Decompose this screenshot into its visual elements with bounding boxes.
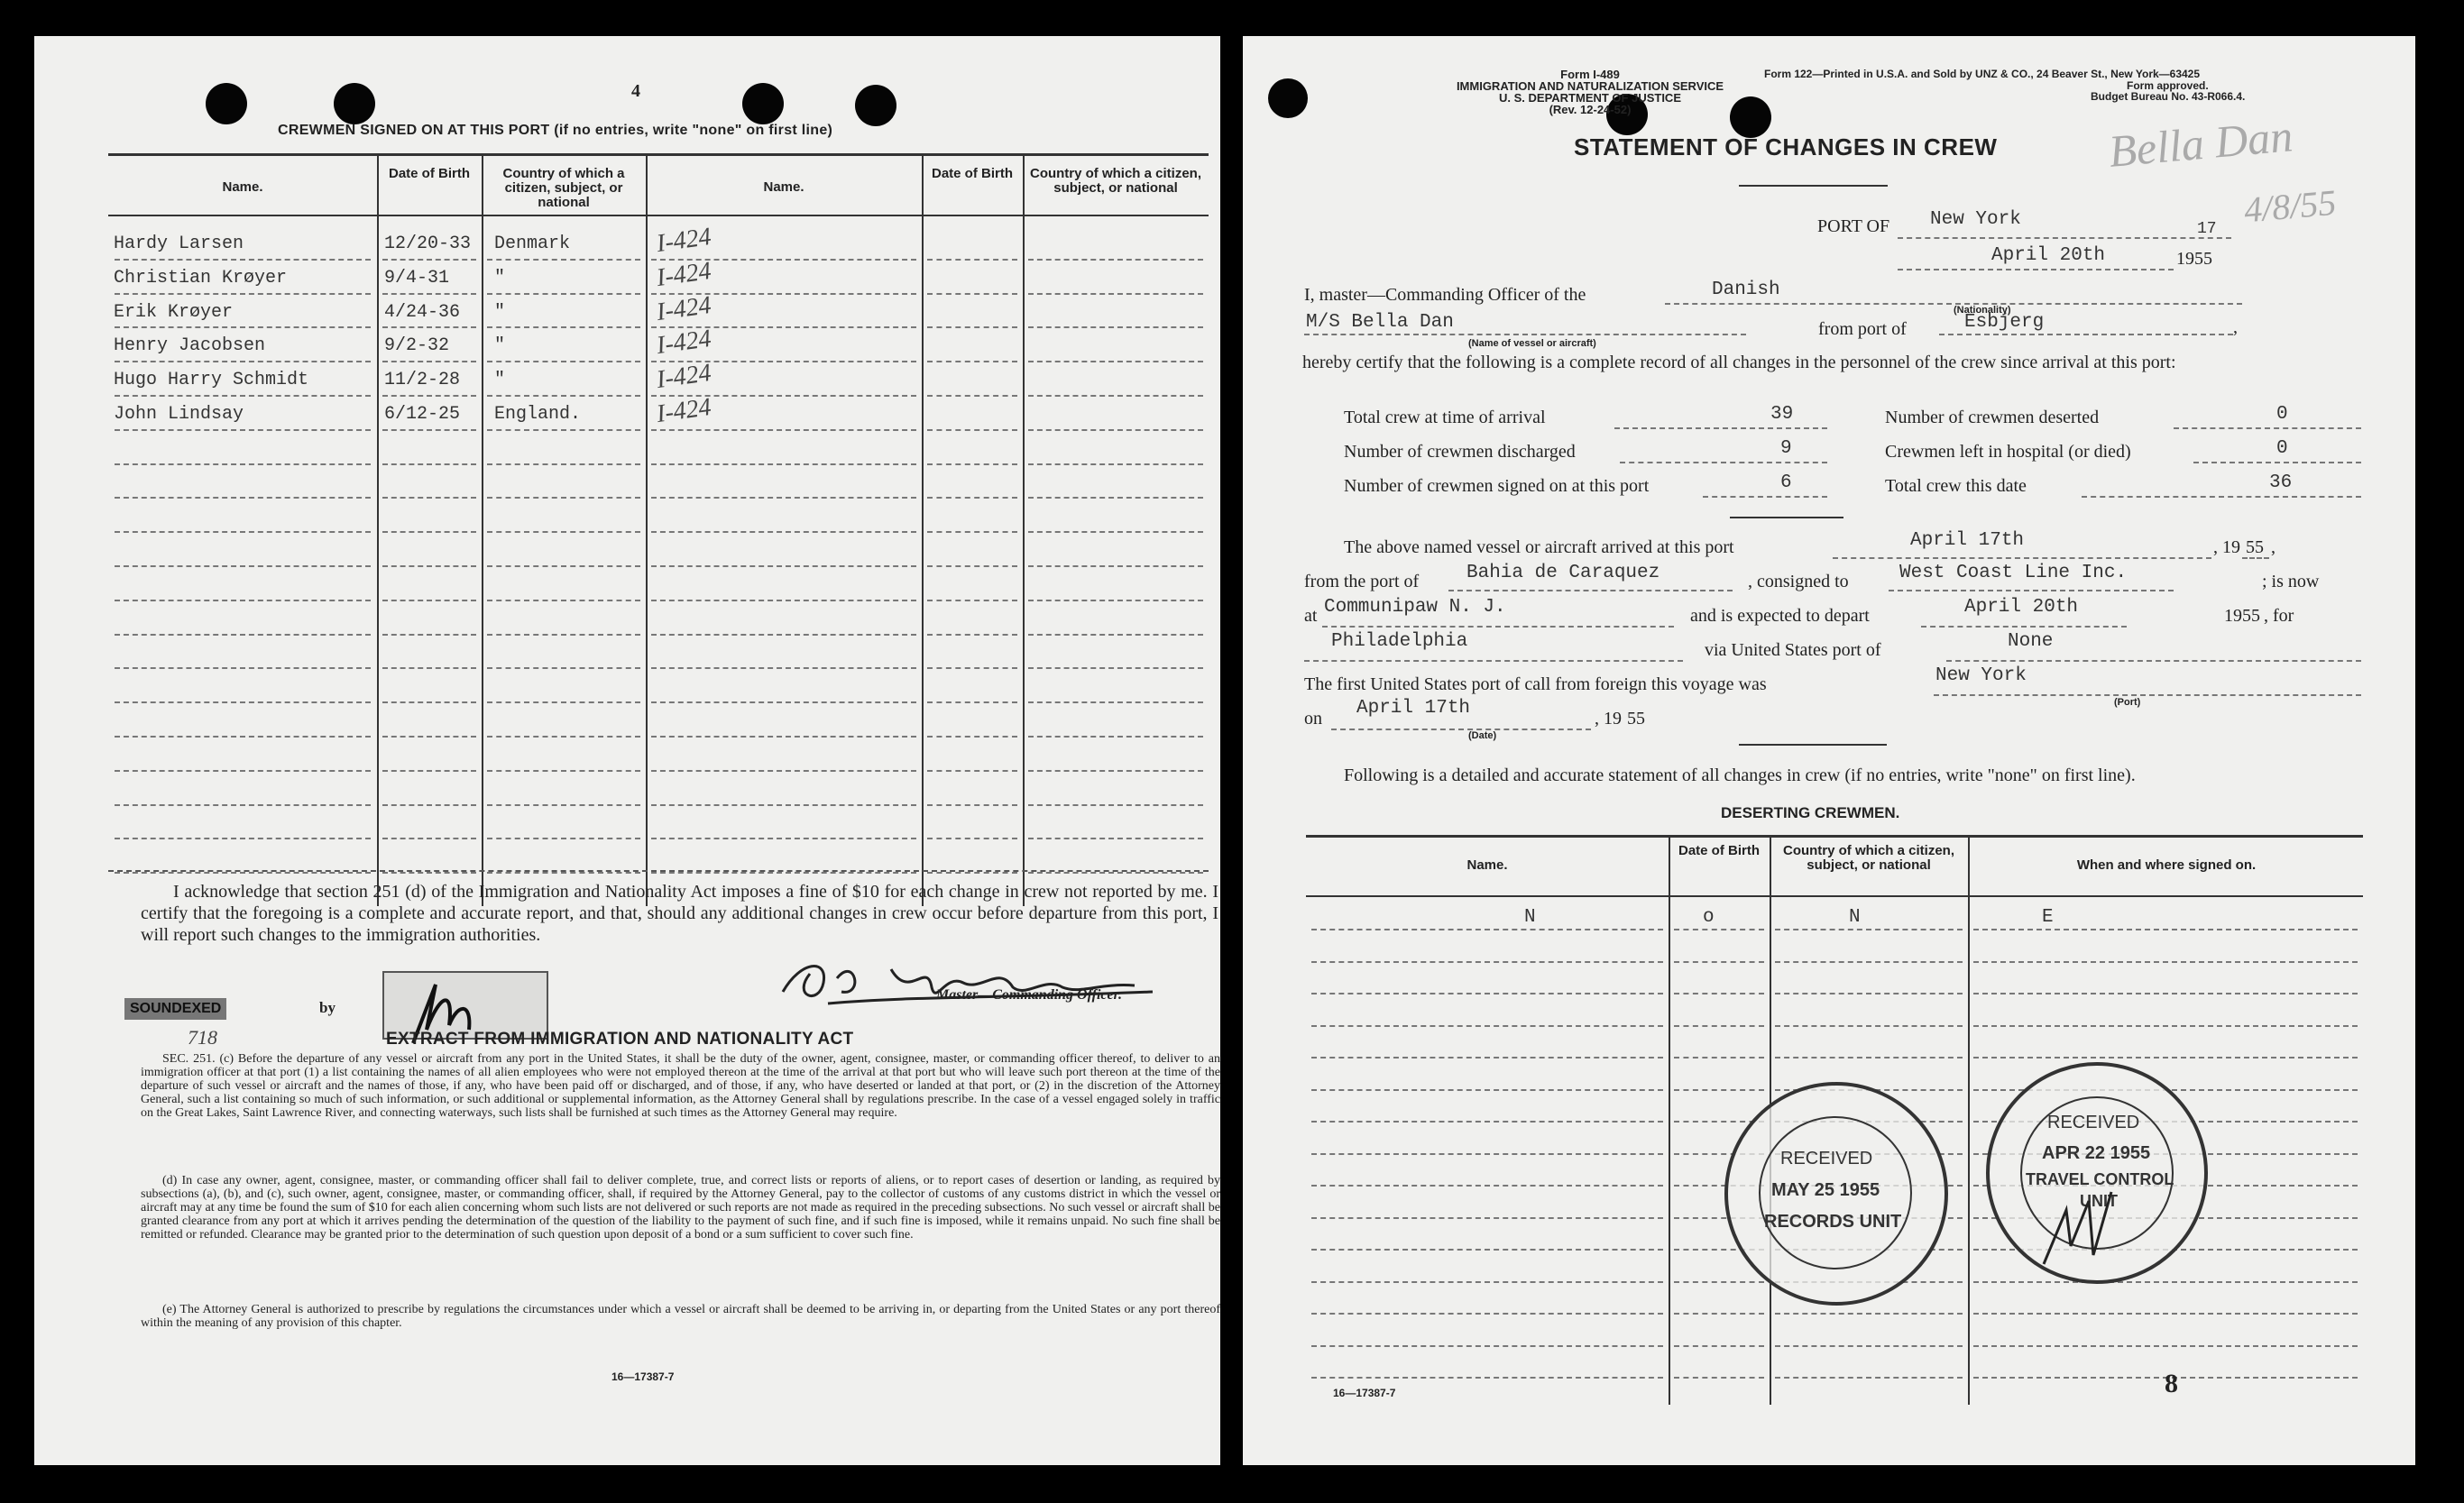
row-rule	[487, 667, 640, 669]
crew-country: "	[494, 302, 506, 323]
row-rule	[1674, 1377, 1764, 1379]
row-rule	[1311, 961, 1663, 963]
crew-dob: 12/20-33	[384, 234, 472, 254]
row-rule	[1775, 1057, 1963, 1059]
row-rule	[927, 361, 1017, 362]
nationality-value: Danish	[1712, 280, 1780, 300]
row-rule	[115, 361, 371, 362]
on-year: 55	[1627, 709, 1645, 729]
row-rule	[1028, 600, 1203, 601]
row-rule	[927, 838, 1017, 839]
records-unit-stamp	[1724, 1082, 1948, 1306]
row-rule	[1311, 1153, 1663, 1155]
row-rule	[1311, 1025, 1663, 1027]
on-date: April 17th	[1356, 698, 1471, 719]
row-rule	[927, 565, 1017, 567]
row-rule	[1028, 701, 1203, 703]
row-rule	[1311, 1185, 1663, 1187]
row-rule	[1674, 1025, 1764, 1027]
deserting-column-dob: Date of Birth	[1678, 843, 1760, 858]
stamp2-date: APR 22 1955	[2042, 1143, 2151, 1163]
row-rule	[1028, 634, 1203, 636]
stamp-by-label: by	[319, 999, 336, 1016]
row-rule	[382, 667, 476, 669]
row-rule	[1973, 961, 2358, 963]
row-rule	[487, 634, 640, 636]
from-port-value: Esbjerg	[1964, 312, 2045, 333]
row-rule	[382, 701, 476, 703]
row-rule	[927, 429, 1017, 431]
row-rule	[487, 838, 640, 839]
handwritten-form-mark: I-424	[655, 324, 713, 361]
stamp1-unit: RECORDS UNIT	[1764, 1212, 1902, 1232]
row-rule	[382, 497, 476, 499]
row-rule	[1028, 293, 1203, 295]
first-port-label: The first United States port of call from foreign this voyage was	[1304, 674, 1767, 694]
from-port-label: from port of	[1818, 319, 1907, 339]
port-mark: 17	[2197, 220, 2217, 238]
row-rule	[1028, 463, 1203, 465]
row-rule	[927, 259, 1017, 261]
signer-label: Master—Commanding Officer.	[936, 987, 1122, 1003]
row-rule	[927, 770, 1017, 772]
row-rule	[382, 429, 476, 431]
deserting-column-country: Country of which a citizen, subject, or national	[1782, 843, 1954, 873]
footer-code: 16—17387-7	[611, 1370, 675, 1383]
stamp2-travel-control: TRAVEL CONTROL	[2026, 1170, 2174, 1188]
row-rule	[115, 770, 371, 772]
row-rule	[115, 497, 371, 499]
handwritten-form-mark: I-424	[655, 290, 713, 327]
row-rule	[487, 361, 640, 362]
acknowledgement-text: I acknowledge that section 251 (d) of the Immigration and Nationality Act imposes a fine of $10 for each change in crew not reported by me. I certify that the foregoing is a complete and accurate report, and that, should any additional changes in crew occur before departure from this port, I will report such changes to the immigration authorities.	[141, 882, 1218, 945]
row-rule	[382, 463, 476, 465]
row-rule	[115, 326, 371, 328]
row-rule	[382, 872, 476, 874]
none-letter-o: o	[1703, 907, 1715, 928]
row-rule	[1674, 993, 1764, 994]
row-rule	[382, 259, 476, 261]
column-header-dob: Date of Birth	[389, 166, 470, 181]
row-rule	[382, 770, 476, 772]
row-rule	[115, 667, 371, 669]
row-rule	[651, 770, 916, 772]
master-signature	[774, 942, 1171, 1014]
stat-discharged-value: 9	[1780, 438, 1792, 459]
printer-line: Form 122—Printed in U.S.A. and Sold by UNZ & CO., 24 Beaver St., New York—63425	[1764, 68, 2201, 80]
row-rule	[651, 531, 916, 533]
row-rule	[382, 838, 476, 839]
stamp1-date: MAY 25 1955	[1771, 1180, 1880, 1200]
handwritten-number: 718	[188, 1026, 217, 1049]
depart-label: and is expected to depart	[1690, 606, 1870, 626]
row-rule	[651, 701, 916, 703]
punch-hole	[855, 85, 896, 126]
row-rule	[1311, 993, 1663, 994]
deserting-column-name: Name.	[1466, 857, 1508, 873]
handwritten-note: Bella Dan	[2106, 110, 2295, 177]
row-rule	[115, 872, 371, 874]
row-rule	[1311, 1377, 1663, 1379]
row-rule	[927, 701, 1017, 703]
row-rule	[1674, 1313, 1764, 1315]
row-rule	[1028, 667, 1203, 669]
row-rule	[1674, 1345, 1764, 1347]
row-rule	[1028, 565, 1203, 567]
row-rule	[927, 804, 1017, 806]
stat-total-arrival-label: Total crew at time of arrival	[1344, 408, 1546, 427]
form-number: Form I-489	[1560, 68, 1620, 81]
row-rule	[1674, 961, 1764, 963]
arrived-year: 55	[2246, 537, 2264, 557]
crew-country: "	[494, 335, 506, 356]
crew-name: Hugo Harry Schmidt	[114, 370, 309, 390]
row-rule	[1674, 1057, 1764, 1059]
punch-hole	[206, 83, 247, 124]
row-rule	[1775, 993, 1963, 994]
port-sub-label: (Port)	[2114, 697, 2141, 708]
consigned-label: consigned to	[1757, 572, 1849, 591]
right-page: Form I-489 IMMIGRATION AND NATURALIZATION SERVICE U. S. DEPARTMENT OF JUSTICE (Rev. 12-24-52) Form 122—Printed in U.S.A. and Sold by UNZ & CO., 24 Beaver St., New York—63425 Form approved. Budget Bureau No. 43-R066.4. STATEMENT OF CHANGES IN CREW Bella Dan 4/8/55 PORT OF New York 17 April 20th 1955 I, master—Commanding Officer of the Danish (Nationality) M/S Bella Dan (Name of vessel or aircraft) from port of Esbjerg , hereby certify that the following is a complete record of all changes in the personnel of the crew since arrival at this port: Total crew at time of arrival 39 Number of crewmen discharged 9 Number of crewmen signed on at this port 6 Number of crewmen deserted 0 Crewmen left in hospital (or died) 0 Total crew this date 36 The above named vessel or aircraft arrived at this port April 17th , 19 55 , from the port of Bahia de Caraquez , consigned to West Coast Line Inc. ; is now at Communipaw N. J. and is expected to depart April 20th 1955 , for Philadelphia via United States port of None The first United States port of call from foreign this voyage was New York (Port) on April 17th (Date) , 19 55 Following is a detailed and accurate statement of all changes in crew (if no entries, write "none" on first line). DESERTING CREWMEN. Name. Date of Birth Country of which a citizen, subject, or national When and where signed on. N o N E RECEIVED MAY 25 1955 RECORDS UNIT RECEIVED APR 22 1955 TRAVEL CONTROL UNIT 16—17387-7 8	[1243, 36, 2415, 1465]
row-rule	[487, 463, 640, 465]
for-label: , for	[2264, 606, 2294, 626]
row-rule	[1973, 1281, 2358, 1283]
row-rule	[651, 872, 916, 874]
row-rule	[927, 326, 1017, 328]
budget-bureau: Budget Bureau No. 43-R066.4.	[2091, 90, 2246, 103]
stat-total-today-value: 36	[2269, 472, 2293, 493]
from-the-port-label: from the port of	[1304, 572, 1420, 591]
stat-signed-on-label: Number of crewmen signed on at this port	[1344, 476, 1650, 496]
row-rule	[382, 736, 476, 738]
row-rule	[115, 259, 371, 261]
first-port-value: New York	[1935, 665, 2027, 686]
section-251-c: SEC. 251. (c) Before the departure of any vessel or aircraft from any port in the United States, it shall be the duty of the owner, agent, consignee, master, or commanding officer thereof, to deliver to an immigration officer at that port (1) a list containing the names of all alien employees who were not employed thereon at the time of the arrival at that port but who will leave such port thereon at the time of the departure of such vessel or aircraft and the names of those, if any, who have been paid off or discharged, and of those, if any, who have deserted or landed at that port, or (2) in the discretion of the Attorney General, such a list containing so much of such information, or such additional or supplemental information, as the Attorney General shall by regulations prescribe. In the case of a vessel engaged solely in traffic on the Great Lakes, Saint Lawrence River, and connecting waterways, such lists shall be furnished at such times as the Attorney General may require.	[141, 1052, 1220, 1120]
department-name: U. S. DEPARTMENT OF JUSTICE	[1499, 91, 1681, 105]
form-header	[1441, 69, 1739, 115]
row-rule	[115, 429, 371, 431]
row-rule	[382, 804, 476, 806]
table-top-rule	[108, 153, 1209, 156]
row-rule	[115, 565, 371, 567]
crew-country: "	[494, 370, 506, 390]
date-sub-label: (Date)	[1468, 730, 1497, 741]
handwritten-form-mark: I-424	[655, 358, 713, 395]
row-rule	[115, 804, 371, 806]
row-rule	[1311, 1313, 1663, 1315]
table-header-rule	[108, 215, 1209, 216]
on-label: on	[1304, 709, 1322, 729]
punch-hole	[334, 83, 375, 124]
row-rule	[382, 565, 476, 567]
row-rule	[1775, 1377, 1963, 1379]
stat-signed-on-value: 6	[1780, 472, 1792, 493]
row-rule	[487, 497, 640, 499]
row-rule	[1028, 804, 1203, 806]
crew-signed-on-heading: CREWMEN SIGNED ON AT THIS PORT (if no entries, write "none" on first line)	[278, 123, 833, 138]
row-rule	[1973, 929, 2358, 930]
consigned-value: West Coast Line Inc.	[1899, 563, 2128, 583]
section-251-d: (d) In case any owner, agent, consignee, master, or commanding officer shall fail to deliver complete, true, and correct lists or reports of aliens, or to report cases of desertion or landing, as required by subsections (a), (b), and (c), such owner, agent, consignee, master, or commanding officer, shall, if required by the Attorney General, pay to the collector of customs of any customs district in which the vessel or aircraft may at any time be found the sum of $10 for each alien concerning whom such lists are not delivered or such reports are not made as required in the preceding subsections. No such vessel or aircraft shall be granted clearance from any port at which it arrives pending the determination of the question of the liability to the payment of such fine, and if such fine is imposed, while it remains unpaid. No such fine shall be remitted or refunded. Clearance may be granted prior to the determination of such question upon deposit of a bond or a sum sufficient to cover such fine.	[141, 1174, 1220, 1242]
row-rule	[1311, 929, 1663, 930]
stamp1-received: RECEIVED	[1780, 1149, 1873, 1168]
depart-date: April 20th	[1964, 597, 2079, 618]
stat-hospital-label: Crewmen left in hospital (or died)	[1885, 442, 2131, 462]
row-rule	[1973, 1345, 2358, 1347]
row-rule	[927, 600, 1017, 601]
via-value: None	[2008, 631, 2054, 652]
at-value: Communipaw N. J.	[1324, 597, 1506, 618]
row-rule	[487, 293, 640, 295]
handwritten-form-mark: I-424	[655, 392, 713, 429]
row-rule	[115, 531, 371, 533]
crew-country: England.	[494, 404, 582, 425]
row-rule	[927, 667, 1017, 669]
row-rule	[1973, 1057, 2358, 1059]
form-revision: (Rev. 12-24-52)	[1549, 103, 1632, 116]
row-rule	[1028, 497, 1203, 499]
row-rule	[1311, 1345, 1663, 1347]
row-rule	[1775, 929, 1963, 930]
row-rule	[1028, 395, 1203, 397]
row-rule	[1311, 1281, 1663, 1283]
stamp2-unit: UNIT	[2080, 1192, 2118, 1210]
crew-dob: 4/24-36	[384, 302, 461, 323]
row-rule	[1973, 993, 2358, 994]
page-number: 4	[631, 81, 640, 101]
row-rule	[927, 736, 1017, 738]
row-rule	[487, 804, 640, 806]
row-rule	[487, 565, 640, 567]
punch-hole	[1268, 78, 1308, 118]
row-rule	[1028, 429, 1203, 431]
soundexed-stamp: SOUNDEXED	[124, 998, 226, 1020]
left-page	[34, 36, 1220, 1465]
crew-country: "	[494, 268, 506, 289]
crew-name: John Lindsay	[114, 404, 244, 425]
row-rule	[487, 259, 640, 261]
column-header-name: Name.	[222, 179, 263, 195]
row-rule	[1973, 1025, 2358, 1027]
row-rule	[487, 872, 640, 874]
row-rule	[1311, 1089, 1663, 1091]
column-header-dob-2: Date of Birth	[932, 166, 1013, 181]
section-251-e: (e) The Attorney General is authorized to prescribe by regulations the circumstances under which a vessel or aircraft shall be deemed to be arriving in, or departing from the United States or any port thereof within the meaning of any provision of this chapter.	[141, 1303, 1220, 1330]
row-rule	[1028, 531, 1203, 533]
certify-text: hereby certify that the following is a complete record of all changes in the personnel of the crew since arrival at this port:	[1302, 353, 2176, 372]
following-text: Following is a detailed and accurate statement of all changes in crew (if no entries, write "none" on first line).	[1344, 765, 2136, 785]
row-rule	[487, 736, 640, 738]
row-rule	[115, 395, 371, 397]
row-rule	[1775, 1345, 1963, 1347]
row-rule	[1028, 770, 1203, 772]
depart-year: 1955	[2224, 606, 2260, 626]
row-rule	[1311, 1217, 1663, 1219]
travel-control-stamp	[1986, 1062, 2208, 1284]
row-rule	[115, 634, 371, 636]
row-rule	[651, 736, 916, 738]
row-rule	[927, 463, 1017, 465]
row-rule	[1775, 961, 1963, 963]
stat-total-arrival-value: 39	[1770, 404, 1794, 425]
row-rule	[115, 736, 371, 738]
stat-deserted-label: Number of crewmen deserted	[1885, 408, 2100, 427]
port-value: New York	[1930, 209, 2021, 230]
port-label: PORT OF	[1817, 216, 1890, 236]
row-rule	[651, 838, 916, 839]
row-rule	[927, 497, 1017, 499]
row-rule	[487, 326, 640, 328]
row-rule	[651, 804, 916, 806]
arrived-year-prefix: 19	[2222, 537, 2240, 557]
stat-hospital-value: 0	[2276, 438, 2288, 459]
row-rule	[927, 872, 1017, 874]
row-rule	[487, 600, 640, 601]
crew-name: Henry Jacobsen	[114, 335, 266, 356]
row-rule	[651, 600, 916, 601]
row-rule	[1674, 1089, 1764, 1091]
row-rule	[651, 463, 916, 465]
row-rule	[382, 600, 476, 601]
crew-name: Erik Krøyer	[114, 302, 234, 323]
row-rule	[382, 326, 476, 328]
column-header-country-2: Country of which a citizen, subject, or national	[1029, 166, 1201, 196]
row-rule	[382, 395, 476, 397]
row-rule	[1674, 929, 1764, 930]
row-rule	[1028, 736, 1203, 738]
column-header-country: Country of which a citizen, subject, or national	[502, 166, 625, 210]
deserting-crewmen-title: DESERTING CREWMEN.	[1721, 804, 1900, 821]
row-rule	[1311, 1057, 1663, 1059]
form-approved: Form approved.	[2127, 79, 2209, 92]
row-rule	[382, 293, 476, 295]
master-label: I, master—Commanding Officer of the	[1304, 285, 1586, 305]
row-rule	[927, 531, 1017, 533]
row-rule	[1028, 259, 1203, 261]
none-letter-n: N	[1524, 907, 1536, 928]
row-rule	[1028, 872, 1203, 874]
row-rule	[1311, 1121, 1663, 1123]
stamp2-initials	[2026, 1174, 2134, 1273]
row-rule	[115, 838, 371, 839]
crew-name: Christian Krøyer	[114, 268, 288, 289]
nationality-label: (Nationality)	[1954, 305, 2011, 316]
row-rule	[1028, 326, 1203, 328]
destination-value: Philadelphia	[1331, 631, 1468, 652]
punch-hole	[742, 83, 784, 124]
handwritten-date: 4/8/55	[2242, 181, 2339, 231]
from-the-port-value: Bahia de Caraquez	[1466, 563, 1660, 583]
deserting-column-signed-on: When and where signed on.	[2076, 857, 2257, 873]
row-rule	[1775, 1025, 1963, 1027]
row-rule	[487, 531, 640, 533]
row-rule	[651, 565, 916, 567]
row-rule	[1028, 361, 1203, 362]
stat-discharged-label: Number of crewmen discharged	[1344, 442, 1576, 462]
row-rule	[1311, 1249, 1663, 1251]
vessel-name: M/S Bella Dan	[1306, 312, 1454, 333]
report-date: April 20th	[1991, 245, 2106, 266]
none-letter-n2: N	[1849, 907, 1861, 928]
form-title: STATEMENT OF CHANGES IN CREW	[1574, 133, 1998, 160]
row-rule	[927, 634, 1017, 636]
row-rule	[115, 701, 371, 703]
row-rule	[487, 770, 640, 772]
extract-title: EXTRACT FROM IMMIGRATION AND NATIONALITY ACT	[386, 1030, 854, 1049]
row-rule	[1973, 1313, 2358, 1315]
row-rule	[651, 667, 916, 669]
arrived-label: The above named vessel or aircraft arrived at this port	[1344, 537, 1734, 557]
row-rule	[382, 531, 476, 533]
row-rule	[651, 634, 916, 636]
crew-dob: 11/2-28	[384, 370, 461, 390]
row-rule	[927, 395, 1017, 397]
row-rule	[115, 293, 371, 295]
stat-total-today-label: Total crew this date	[1885, 476, 2027, 496]
stamp2-received: RECEIVED	[2047, 1113, 2140, 1132]
row-rule	[115, 600, 371, 601]
at-label: at	[1304, 606, 1318, 626]
row-rule	[1028, 838, 1203, 839]
report-year: 1955	[2176, 249, 2212, 269]
crew-country: Denmark	[494, 234, 571, 254]
handwritten-form-mark: I-424	[655, 222, 713, 259]
footer-mark: 8	[2165, 1369, 2178, 1398]
row-rule	[487, 429, 640, 431]
footer-code: 16—17387-7	[1333, 1387, 1396, 1399]
via-label: via United States port of	[1705, 640, 1881, 660]
crew-dob: 9/4-31	[384, 268, 450, 289]
row-rule	[1775, 1313, 1963, 1315]
row-rule	[651, 429, 916, 431]
crew-dob: 9/2-32	[384, 335, 450, 356]
stat-deserted-value: 0	[2276, 404, 2288, 425]
is-now-label: ; is now	[2262, 572, 2320, 591]
agency-name: IMMIGRATION AND NATURALIZATION SERVICE	[1456, 79, 1724, 93]
row-rule	[382, 634, 476, 636]
vessel-label: (Name of vessel or aircraft)	[1468, 338, 1596, 349]
handwritten-form-mark: I-424	[655, 256, 713, 293]
row-rule	[1674, 1281, 1764, 1283]
row-rule	[115, 463, 371, 465]
none-letter-e: E	[2042, 907, 2054, 928]
row-rule	[927, 293, 1017, 295]
on-year-prefix: 19	[1604, 709, 1622, 729]
row-rule	[651, 497, 916, 499]
row-rule	[382, 361, 476, 362]
arrived-date: April 17th	[1910, 530, 2025, 551]
crew-dob: 6/12-25	[384, 404, 461, 425]
column-header-name-2: Name.	[763, 179, 804, 195]
row-rule	[487, 395, 640, 397]
crew-name: Hardy Larsen	[114, 234, 244, 254]
row-rule	[487, 701, 640, 703]
